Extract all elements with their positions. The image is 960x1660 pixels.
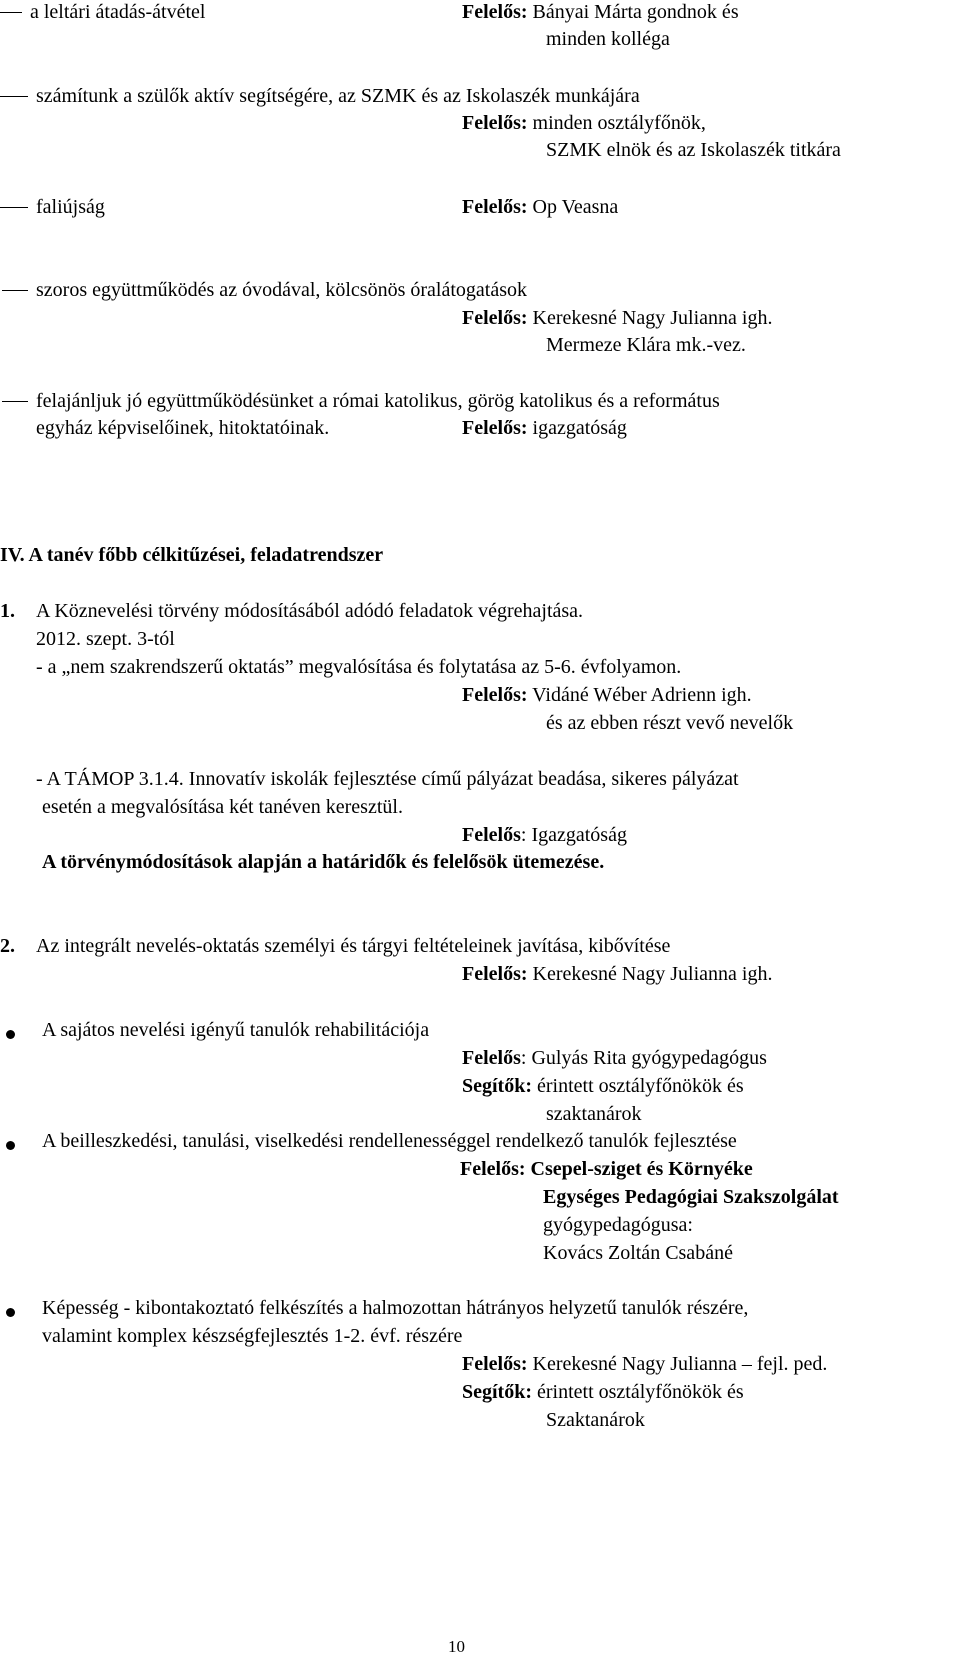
responsible-name: igazgatóság	[532, 417, 627, 439]
helpers-line	[462, 1380, 744, 1404]
dash-marker	[2, 401, 28, 402]
bullet-text: valamint komplex készségfejlesztés 1-2. évf. részére	[42, 1325, 463, 1347]
responsible-line	[462, 416, 627, 440]
helpers-name: érintett osztályfőnökök és	[537, 1075, 744, 1097]
sub-item: - a „nem szakrendszerű oktatás” megvalósítása és folytatása az 5-6. évfolyamon.	[36, 656, 682, 678]
sub-item: - A TÁMOP 3.1.4. Innovatív iskolák fejlesztése című pályázat beadása, sikeres pályázat	[36, 768, 739, 790]
responsible-line	[462, 962, 772, 986]
dash-marker	[0, 207, 28, 208]
responsible-line	[462, 1046, 767, 1070]
segitok-label: Segítők:	[462, 1075, 532, 1097]
felelos-label: Felelős:	[462, 417, 528, 439]
helpers-name: érintett osztályfőnökök és	[537, 1381, 744, 1403]
helpers-line	[462, 1074, 744, 1098]
felelos-label: Felelős:	[462, 963, 528, 985]
responsible-line	[462, 0, 739, 24]
dash-marker	[2, 290, 28, 291]
list-item-text: faliújság	[36, 196, 105, 218]
responsible-name: Gulyás Rita gyógypedagógus	[531, 1047, 767, 1069]
responsible-line	[462, 111, 706, 135]
responsible-name: minden osztályfőnök,	[532, 112, 706, 134]
bullet-marker	[6, 1030, 15, 1039]
bullet-marker	[6, 1308, 15, 1317]
sub-item-continuation: esetén a megvalósítása két tanéven keresztül.	[42, 796, 403, 818]
responsible-continuation: gyógypedagógusa:	[543, 1214, 693, 1236]
helpers-continuation: Szaktanárok	[546, 1409, 645, 1431]
responsible-continuation: Mermeze Klára mk.-vez.	[546, 334, 746, 356]
responsible-line	[462, 683, 752, 707]
list-item-text: számítunk a szülők aktív segítségére, az SZMK és az Iskolaszék munkájára	[36, 85, 640, 107]
responsible-continuation: minden kolléga	[546, 28, 670, 50]
bold-note: A törvénymódosítások alapján a határidők és felelősök ütemezése.	[42, 851, 605, 873]
page-number: 10	[448, 1637, 465, 1656]
felelos-label: Felelős:	[462, 196, 528, 218]
list-item-text: felajánljuk jó együttműködésünket a római katolikus, görög katolikus és a református	[36, 390, 720, 412]
felelos-label: Felelős	[462, 824, 521, 846]
colon: :	[520, 1047, 527, 1069]
felelos-label: Felelős:	[462, 1353, 528, 1375]
felelos-label: Felelős:	[460, 1158, 526, 1180]
segitok-label: Segítők:	[462, 1381, 532, 1403]
responsible-line	[462, 823, 627, 847]
bullet-text: A sajátos nevelési igényű tanulók rehabilitációja	[42, 1019, 430, 1041]
date-line: 2012. szept. 3-tól	[36, 628, 175, 650]
responsible-name: Igazgatóság	[531, 824, 627, 846]
dash-marker	[0, 96, 28, 97]
list-item-text: egyház képviselőinek, hitoktatóinak.	[36, 417, 330, 439]
point-text: Az integrált nevelés-oktatás személyi és tárgyi feltételeinek javítása, kibővítése	[36, 935, 671, 957]
list-item-text: szoros együttműködés az óvodával, kölcsönös óralátogatások	[36, 279, 527, 301]
responsible-line	[460, 1157, 753, 1181]
responsible-name: Op Veasna	[532, 196, 619, 218]
point-number: 2.	[0, 935, 15, 957]
responsible-name: Csepel-sziget és Környéke	[530, 1158, 753, 1180]
bullet-text: Képesség - kibontakoztató felkészítés a halmozottan hátrányos helyzetű tanulók részére,	[42, 1297, 749, 1319]
helpers-continuation: szaktanárok	[546, 1103, 642, 1125]
responsible-name: Kerekesné Nagy Julianna igh.	[532, 963, 773, 985]
bullet-text: A beilleszkedési, tanulási, viselkedési rendellenességgel rendelkező tanulók fejlesztése	[42, 1130, 737, 1152]
responsible-line	[462, 195, 618, 219]
responsible-continuation: SZMK elnök és az Iskolaszék titkára	[546, 139, 841, 161]
responsible-line	[462, 306, 772, 330]
dash-marker	[0, 12, 22, 13]
felelos-label: Felelős:	[462, 684, 528, 706]
point-number: 1.	[0, 600, 15, 622]
felelos-label: Felelős	[462, 1047, 521, 1069]
responsible-name: Vidáné Wéber Adrienn igh.	[532, 684, 752, 706]
responsible-name: Kerekesné Nagy Julianna – fejl. ped.	[532, 1353, 828, 1375]
responsible-continuation: és az ebben részt vevő nevelők	[546, 712, 794, 734]
responsible-name: Kerekesné Nagy Julianna igh.	[532, 307, 773, 329]
felelos-label: Felelős:	[462, 1, 528, 23]
list-item-text: a leltári átadás-átvétel	[30, 1, 206, 23]
responsible-name: Bányai Márta gondnok és	[532, 1, 739, 23]
point-text: A Köznevelési törvény módosításából adódó feladatok végrehajtása.	[36, 600, 584, 622]
responsible-continuation: Egységes Pedagógiai Szakszolgálat	[543, 1186, 839, 1208]
bullet-marker	[6, 1141, 15, 1150]
colon: :	[520, 824, 527, 846]
felelos-label: Felelős:	[462, 307, 528, 329]
section-heading: IV. A tanév főbb célkitűzései, feladatrendszer	[0, 544, 384, 566]
felelos-label: Felelős:	[462, 112, 528, 134]
responsible-line	[462, 1352, 827, 1376]
responsible-continuation: Kovács Zoltán Csabáné	[543, 1242, 733, 1264]
